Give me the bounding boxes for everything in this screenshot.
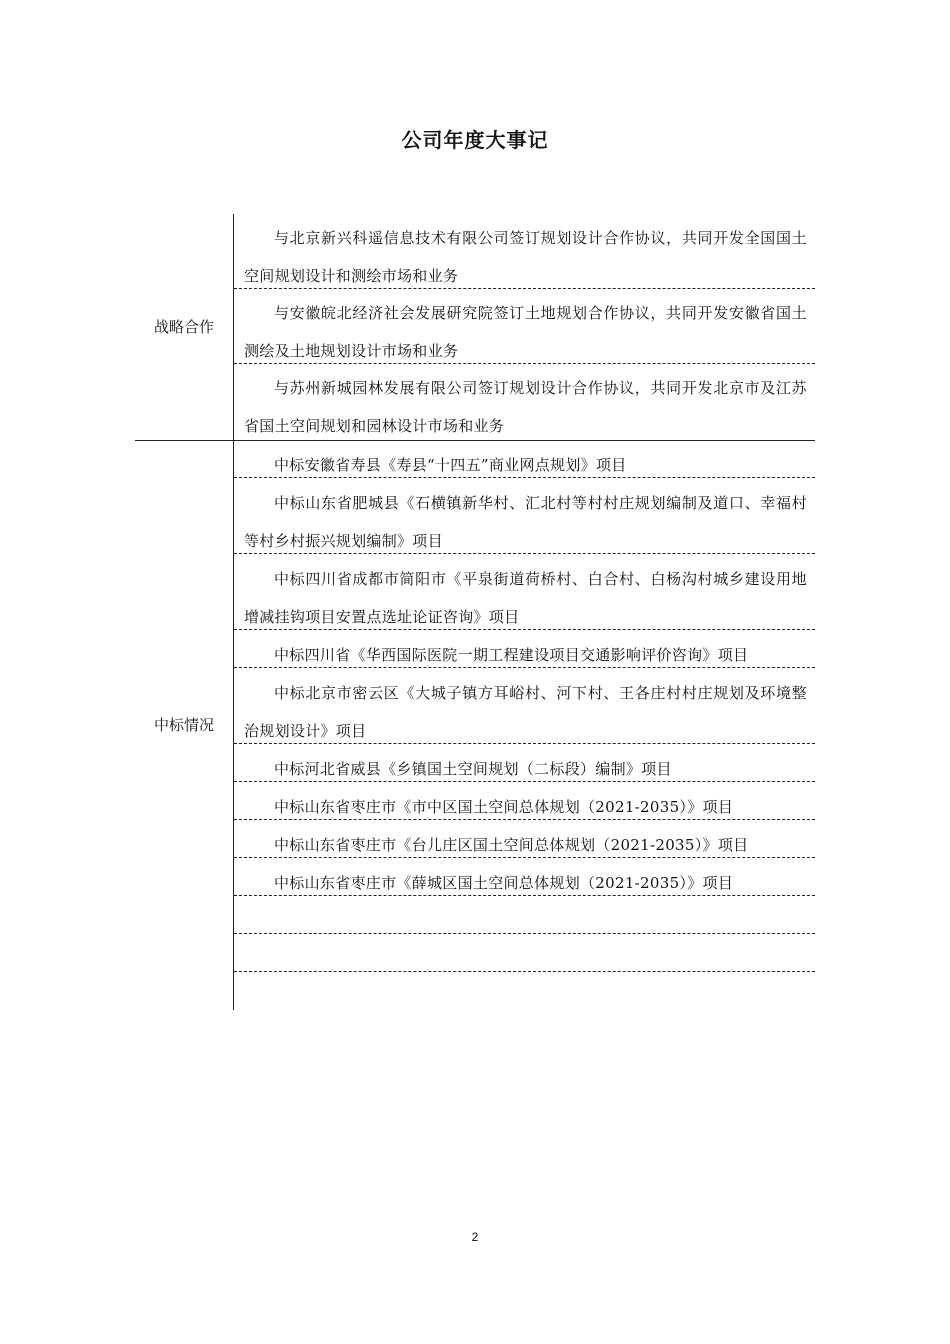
- table-row: [234, 859, 815, 896]
- page-number: 2: [471, 1230, 479, 1244]
- table-row: [234, 821, 815, 858]
- table-row: [234, 669, 815, 744]
- category-bid-results: 中标情况: [153, 716, 214, 734]
- row-text: 中标四川省成都市简阳市《平泉街道荷桥村、白合村、白杨沟村城乡建设用地增减挂钩项目安置点选址论证咨询》项目: [244, 570, 807, 626]
- table-row: [234, 897, 815, 934]
- row-text: 中标四川省《华西国际医院一期工程建设项目交通影响评价咨询》项目: [274, 646, 749, 664]
- row-text: 与北京新兴科遥信息技术有限公司签订规划设计合作协议，共同开发全国国土空间规划设计和测绘市场和业务: [244, 229, 807, 285]
- table-row: [234, 935, 815, 972]
- table-row: [234, 441, 815, 478]
- row-text: 与安徽皖北经济社会发展研究院签订土地规划合作协议，共同开发安徽省国土测绘及土地规划设计市场和业务: [244, 304, 807, 360]
- events-table: [135, 214, 815, 1010]
- table-row: [234, 745, 815, 782]
- row-text: [234, 935, 815, 940]
- table-row: [234, 631, 815, 668]
- table-row: [234, 783, 815, 820]
- table-row: [234, 214, 815, 289]
- row-text: 中标安徽省寿县《寿县“十四五”商业网点规划》项目: [274, 456, 627, 474]
- row-text: 与苏州新城园林发展有限公司签订规划设计合作协议，共同开发北京市及江苏省国土空间规划和园林设计市场和业务: [244, 379, 807, 435]
- category-strategic-cooperation: 战略合作: [153, 318, 214, 336]
- row-text: 中标北京市密云区《大城子镇方耳峪村、河下村、王各庄村村庄规划及环境整治规划设计》项目: [244, 684, 807, 740]
- table-row: [234, 555, 815, 630]
- row-text: 中标山东省枣庄市《市中区国土空间总体规划（2021-2035）》项目: [274, 798, 734, 816]
- table-row: [234, 289, 815, 364]
- row-text: 中标河北省威县《乡镇国土空间规划（二标段）编制》项目: [274, 760, 672, 778]
- row-text: 中标山东省枣庄市《台儿庄区国土空间总体规划（2021-2035）》项目: [274, 836, 749, 854]
- table-row: [234, 479, 815, 554]
- page-title: 公司年度大事记: [401, 128, 549, 152]
- row-text: [234, 897, 815, 902]
- row-text: 中标山东省枣庄市《薛城区国土空间总体规划（2021-2035）》项目: [274, 874, 734, 892]
- table-row: [234, 364, 815, 440]
- row-text: 中标山东省肥城县《石横镇新华村、汇北村等村村庄规划编制及道口、幸福村等村乡村振兴规划编制》项目: [244, 494, 807, 550]
